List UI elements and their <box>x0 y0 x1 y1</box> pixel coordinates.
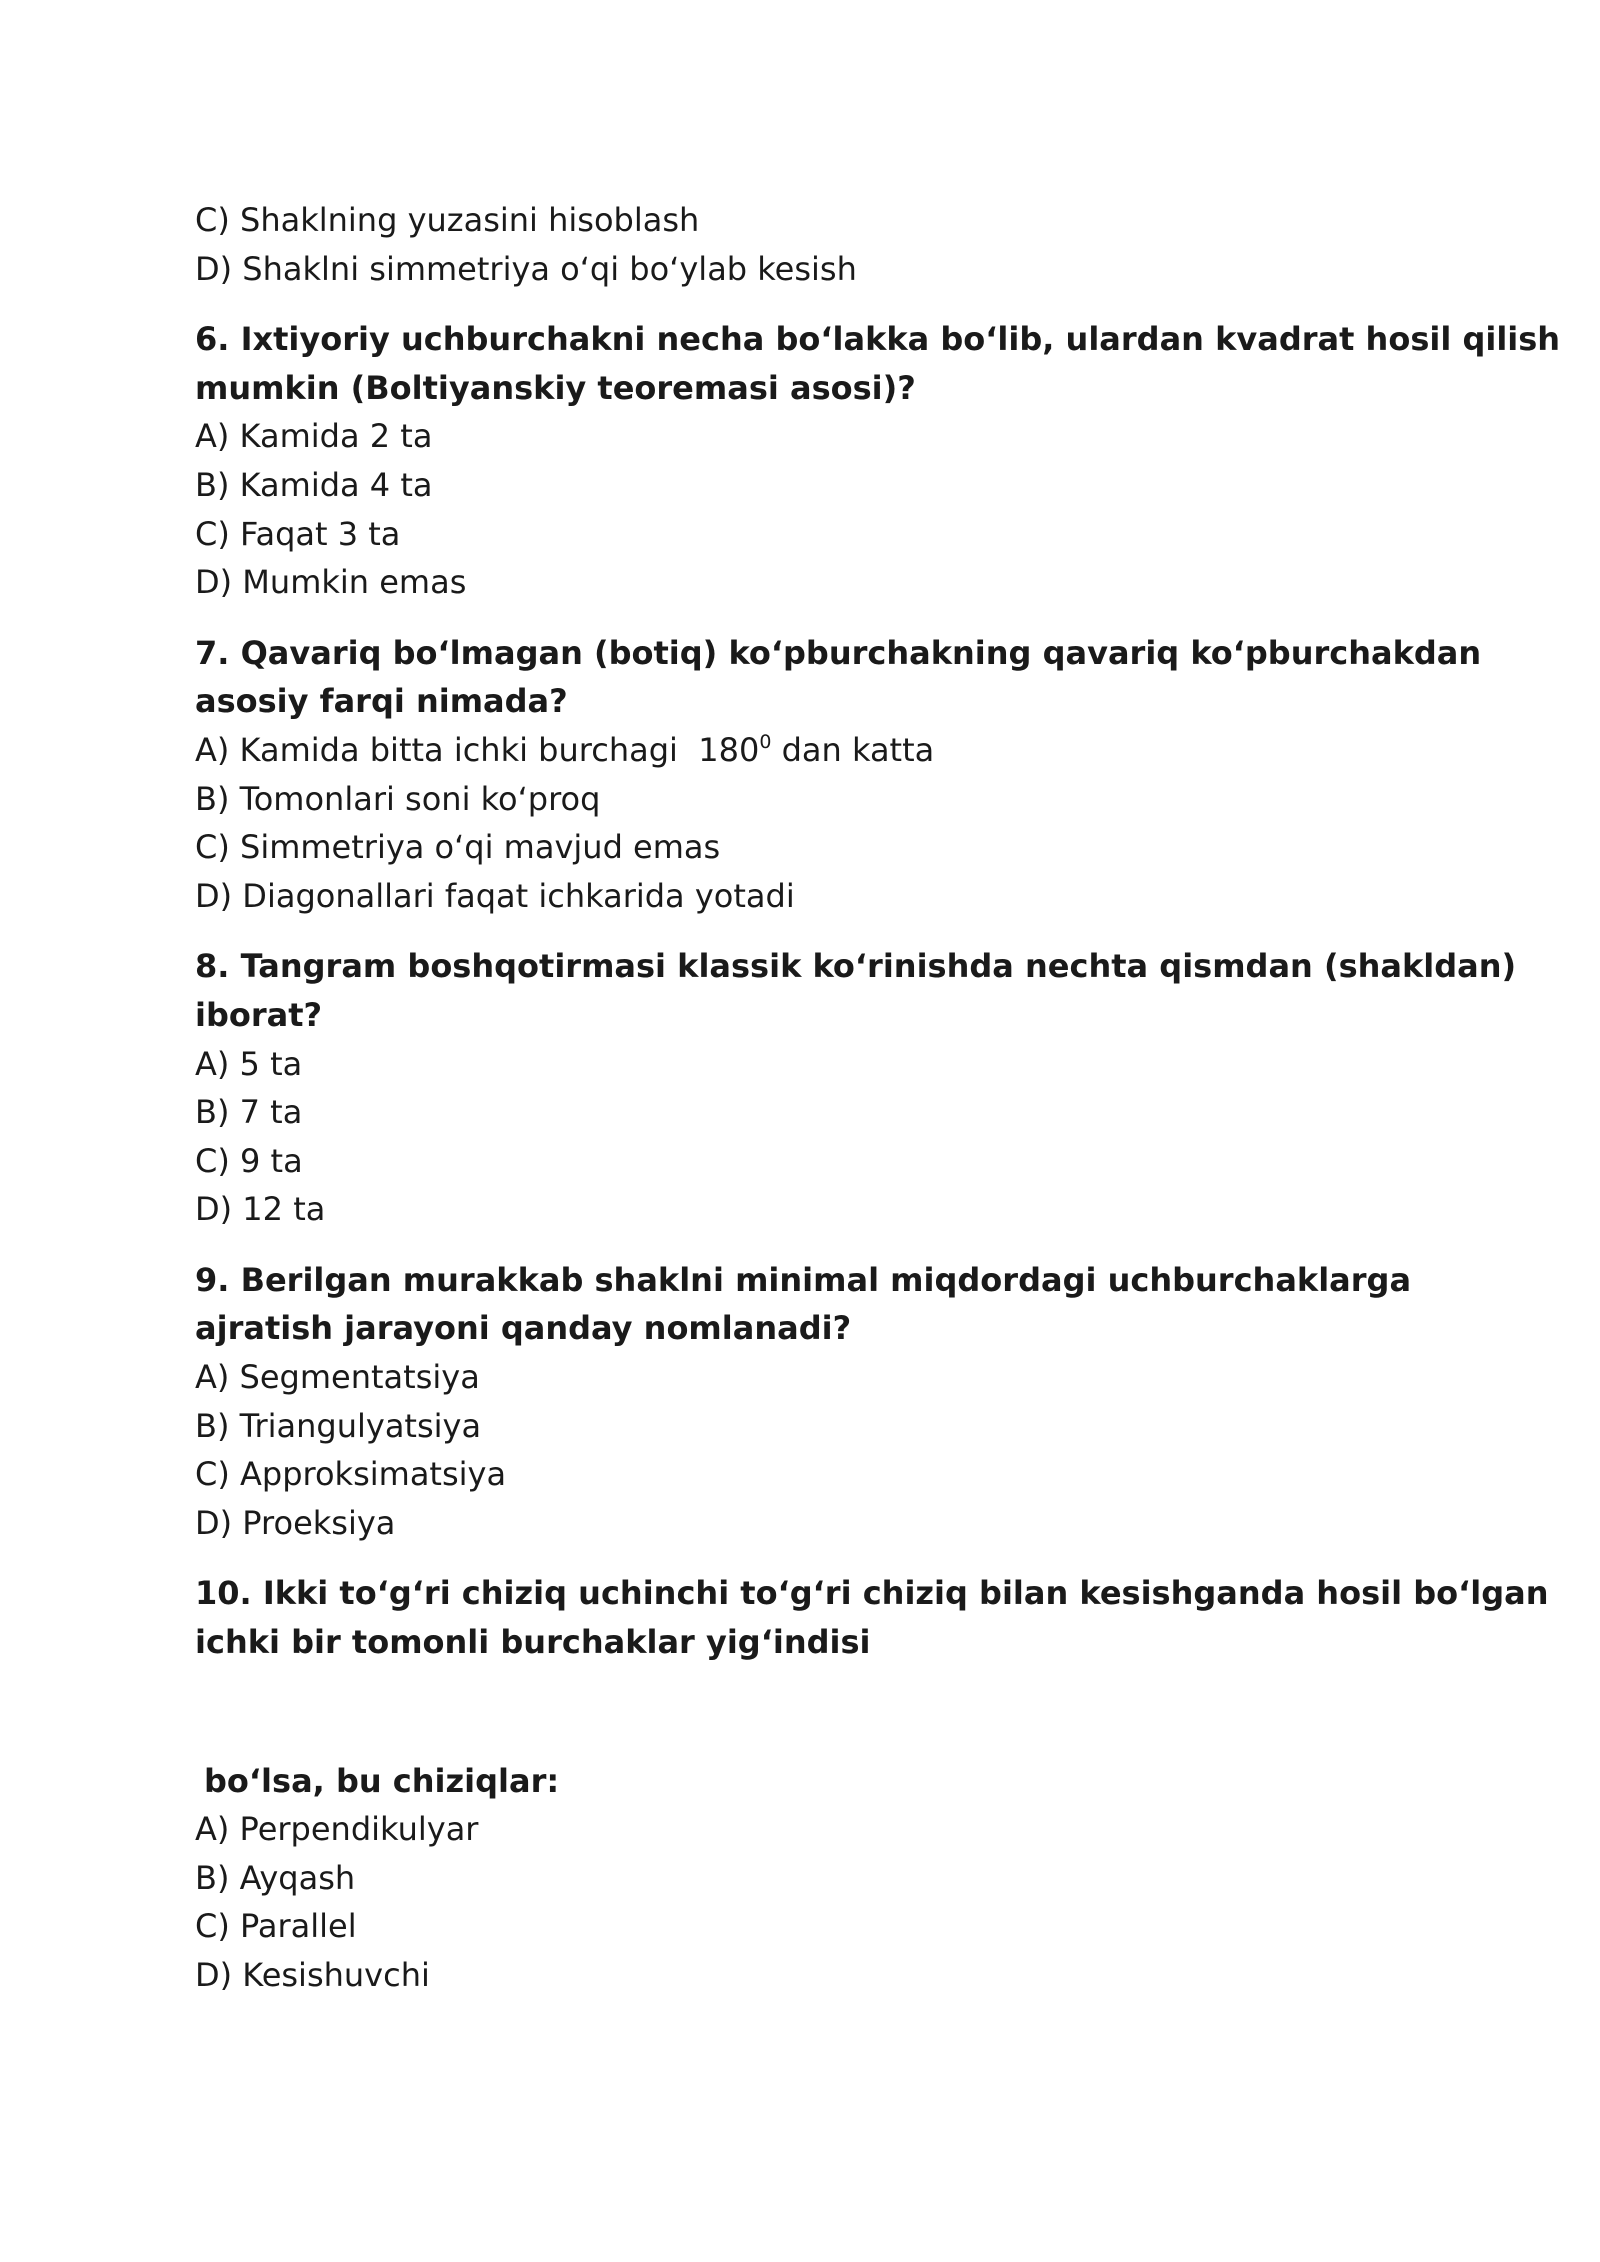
question-text <box>195 1569 1549 1666</box>
question-line: ajratish jarayoni qanday nomlanadi? <box>195 1309 852 1348</box>
option-b: B) Kamida 4 ta <box>195 465 433 504</box>
question-line: 7. Qavariq bo‘lmagan (botiq) ko‘pburchakning qavariq ko‘pburchakdan <box>195 633 1482 672</box>
option-a <box>195 726 1435 775</box>
option-c: C) 9 ta <box>195 1141 303 1180</box>
option-c: C) Faqat 3 ta <box>195 514 401 553</box>
quiz-page <box>195 196 1561 2000</box>
option-c: C) Approksimatsiya <box>195 1455 507 1494</box>
question-line: 6. Ixtiyoriy uchburchakni necha bo‘lakka bo‘lib, ulardan kvadrat hosil qilish <box>195 320 1561 359</box>
question-5-tail <box>195 196 1435 293</box>
question-7 <box>195 629 1482 921</box>
option-a: A) Segmentatsiya <box>195 1358 480 1397</box>
question-line: iborat? <box>195 995 323 1034</box>
option-a: A) Kamida 2 ta <box>195 417 433 456</box>
question-line: ichki bir tomonli burchaklar yig‘indisi <box>195 1623 871 1662</box>
option-c: C) Simmetriya o‘qi mavjud emas <box>195 828 721 867</box>
option-d: D) Mumkin emas <box>195 563 467 602</box>
option-b: B) Tomonlari soni ko‘proq <box>195 779 601 818</box>
question-text <box>195 629 1482 726</box>
question-line: 10. Ikki to‘g‘ri chiziq uchinchi to‘g‘ri chiziq bilan kesishganda hosil bo‘lgan <box>195 1574 1549 1613</box>
option-a-suffix: dan katta <box>771 730 935 769</box>
degree-superscript: 0 <box>759 730 772 753</box>
question-9 <box>195 1256 1435 1548</box>
option-d: D) Shaklni simmetriya o‘qi bo‘ylab kesish <box>195 249 857 288</box>
question-text <box>195 315 1561 412</box>
question-text <box>195 1256 1435 1353</box>
option-c: C) Shaklning yuzasini hisoblash <box>195 201 700 239</box>
option-d: D) Proeksiya <box>195 1503 396 1542</box>
question-line: 8. Tangram boshqotirmasi klassik ko‘rinishda nechta qismdan (shakldan) <box>195 947 1517 986</box>
blank-space <box>195 1667 1435 1757</box>
option-a: A) Perpendikulyar <box>195 1810 479 1849</box>
question-continuation: bo‘lsa, bu chiziqlar: <box>204 1761 560 1800</box>
option-c: C) Parallel <box>195 1907 357 1946</box>
question-line: mumkin (Boltiyanskiy teoremasi asosi)? <box>195 368 916 407</box>
question-line: asosiy farqi nimada? <box>195 682 568 721</box>
option-d: D) Diagonallari faqat ichkarida yotadi <box>195 876 795 915</box>
question-text <box>195 942 1517 1039</box>
question-6 <box>195 315 1561 607</box>
option-b: B) Triangulyatsiya <box>195 1406 482 1445</box>
option-a: A) 5 ta <box>195 1044 303 1083</box>
question-line: 9. Berilgan murakkab shaklni minimal miqdordagi uchburchaklarga <box>195 1260 1412 1299</box>
option-b: B) 7 ta <box>195 1093 303 1132</box>
option-d: D) 12 ta <box>195 1190 326 1229</box>
question-8 <box>195 942 1517 1234</box>
option-a-text: A) Kamida bitta ichki burchagi 180 <box>195 730 760 769</box>
question-10 <box>195 1569 1549 1999</box>
option-d: D) Kesishuvchi <box>195 1956 430 1994</box>
option-b: B) Ayqash <box>195 1858 356 1897</box>
